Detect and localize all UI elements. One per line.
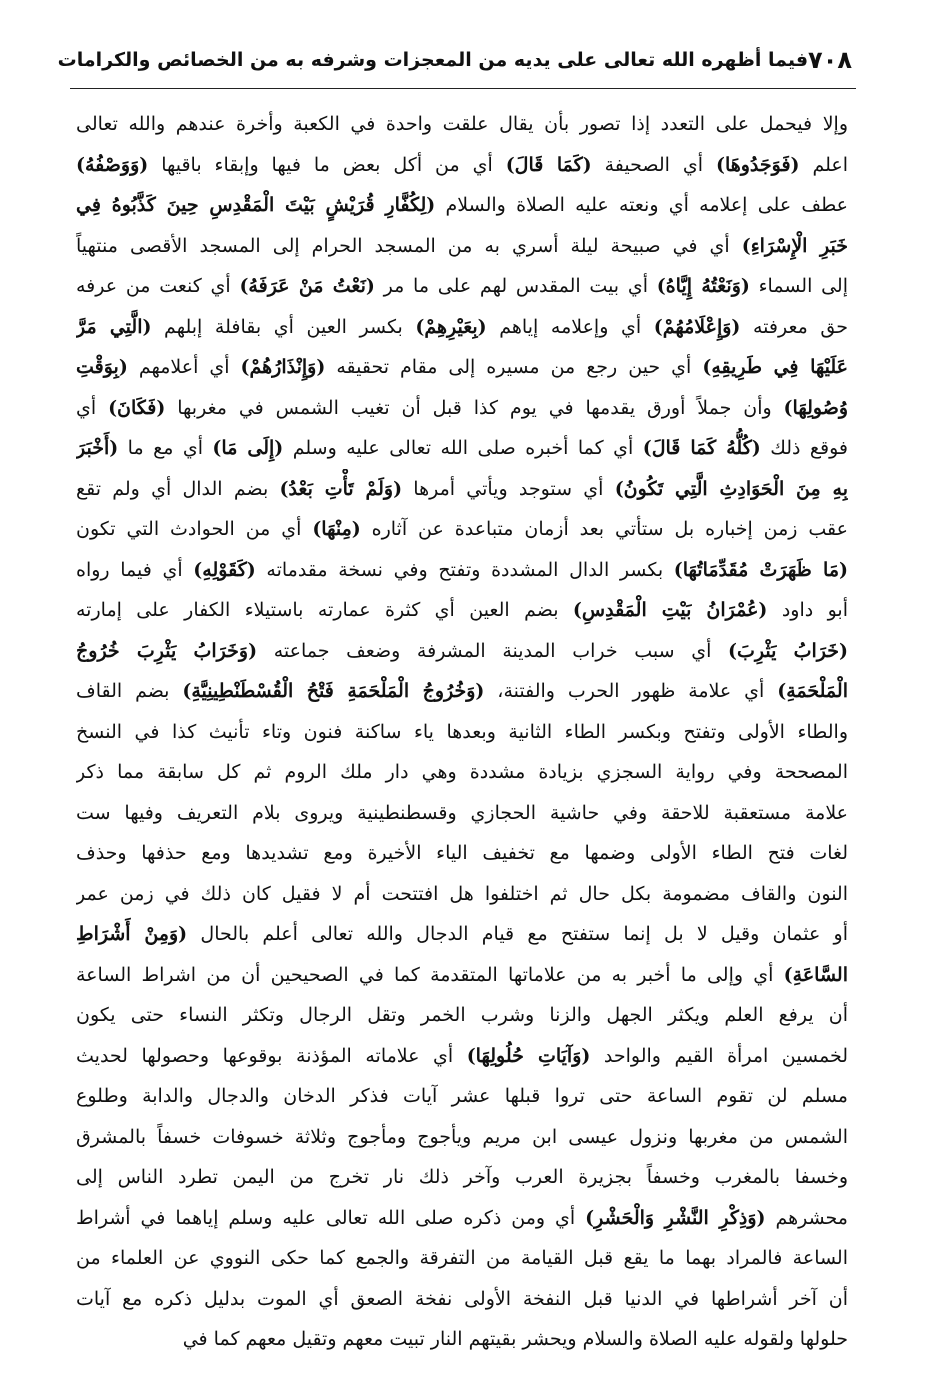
commentary-text: بضم القاف xyxy=(76,680,183,702)
text-line xyxy=(76,995,848,1036)
commentary-text: بكسر الدال المشددة وتفتح وفي نسخة مقدماته xyxy=(255,558,674,581)
text-line xyxy=(76,1076,848,1117)
quoted-matn-text: (مِنْهَا) xyxy=(312,518,361,540)
quoted-matn-text: وُصُولِهَا) xyxy=(783,396,848,419)
text-line xyxy=(76,185,848,226)
quoted-matn-text: (لِكُفَّارِ قُرَيْشٍ بَيْتَ الْمَقْدِسِ حِينَ كَذَّبُوهُ فِي xyxy=(76,194,436,216)
quoted-matn-text: (وَإِعْلَامُهُمْ) xyxy=(653,315,741,338)
commentary-text: أي xyxy=(76,396,109,419)
page-number: ٧٠٨ xyxy=(808,46,852,74)
commentary-text: أي من أكل بعض ما فيها وإبقاء باقيها xyxy=(148,153,506,176)
text-line xyxy=(76,388,848,429)
text-line xyxy=(76,1279,848,1320)
text-line xyxy=(76,590,848,631)
commentary-text: اعلم xyxy=(799,153,848,176)
commentary-text: وخسفا بالمغرب وخسفاً بجزيرة العرب وآخر ذلك نار تخرج من اليمن تطرد الناس إلى xyxy=(76,1166,848,1188)
text-line xyxy=(76,874,848,915)
text-line xyxy=(76,509,848,550)
commentary-text: أي حين رجع من مسيره إلى مقام تحقيقه xyxy=(325,356,703,378)
quoted-matn-text: (كُلُّهُ كَمَا قَالَ) xyxy=(642,437,761,459)
text-line xyxy=(76,793,848,834)
commentary-text: أبو داود xyxy=(767,599,848,621)
quoted-matn-text: (كَقَوْلِهِ) xyxy=(193,558,256,581)
quoted-matn-text: (نَعْتُ مَنْ عَرَفَهُ) xyxy=(239,275,375,297)
quoted-matn-text: (خَرَابُ يَثْرِبَ) xyxy=(728,639,848,662)
quoted-matn-text: (بِوَقْتِ xyxy=(76,356,128,378)
text-line xyxy=(76,631,848,672)
commentary-text: بكسر العين أي بقافلة إبلهم xyxy=(151,315,416,338)
quoted-matn-text: (وَمِنْ أَشْرَاطِ xyxy=(76,923,188,945)
commentary-text: بضم الدال أي ولم تقع xyxy=(76,477,280,500)
text-line xyxy=(76,226,848,267)
quoted-matn-text: (وَخُرُوجُ الْمَلْحَمَةِ فَتْحُ الْقُسْطَنْطِينِيَّةِ) xyxy=(182,680,485,702)
commentary-text: أي سبب خراب المدينة المشرفة وضعف جماعته xyxy=(257,639,728,662)
text-line xyxy=(76,752,848,793)
commentary-text: والطاء الأولى وتفتح وبكسر الطاء الثانية وبعدها ياء ساكنة فنون وتاء تأنيث كذا في النسخ xyxy=(76,720,848,743)
commentary-text: أي في صبيحة ليلة أسري به من المسجد الحرام إلى المسجد الأقصى منتهياً xyxy=(76,234,742,257)
text-line xyxy=(76,1198,848,1239)
quoted-matn-text: (وَإِنْذَارُهُمْ) xyxy=(240,356,326,378)
commentary-text: فوقع ذلك xyxy=(760,437,848,459)
text-line xyxy=(76,428,848,469)
quoted-matn-text: (الَّتِي مَرَّ xyxy=(76,315,152,338)
quoted-matn-text: بِهِ مِنَ الْحَوَادِثِ الَّتِي تَكُونُ) xyxy=(614,477,848,500)
commentary-text: أو عثمان وقيل لا بل إنما ستفتح مع قيام الدجال والله تعالى أعلم بالحال xyxy=(187,923,848,945)
commentary-text: أن يرفع العلم ويكثر الجهل والزنا وشرب الخمر وتقل الرجال وتكثر النساء حتى يكون xyxy=(76,1004,848,1026)
commentary-text: أي كنعت من عرفه xyxy=(76,275,240,297)
commentary-text: أي علاماته المؤذنة بوقوعها وحصولها لحديث xyxy=(76,1044,467,1067)
commentary-text: أي فيما رواه xyxy=(76,558,194,581)
commentary-text: علامة مستعقبة للاحقة وفي حاشية الحجازي وقسطنطينية ويروى بلام التعريف وفيها ست xyxy=(76,801,848,824)
text-line xyxy=(76,145,848,186)
commentary-text: أي وإعلامه إياهم xyxy=(486,315,654,338)
quoted-matn-text: (مَا ظَهَرَتْ مُقَدِّمَاتُهَا) xyxy=(673,558,848,581)
text-line xyxy=(76,1238,848,1279)
text-line xyxy=(76,104,848,145)
quoted-matn-text: (وَنَعْتُهُ إِيَّاهُ) xyxy=(656,275,750,297)
text-line xyxy=(76,712,848,753)
quoted-matn-text: السَّاعَةِ) xyxy=(783,963,848,986)
text-line xyxy=(76,955,848,996)
commentary-text: لخمسين امرأة القيم والواحد xyxy=(590,1044,848,1067)
running-title: فيما أظهره الله تعالى على يديه من المعجزات وشرفه به من الخصائص والكرامات xyxy=(57,49,809,71)
commentary-text: النون والقاف مضمومة بكل حال ثم اختلفوا هل افتتحت أم لا فقيل كان ذلك في زمن عمر xyxy=(76,882,848,905)
text-line xyxy=(76,307,848,348)
quoted-matn-text: (بِعَيْرِهِمْ) xyxy=(415,315,487,338)
commentary-text: إلى السماء xyxy=(749,275,848,297)
commentary-text: أي علامة ظهور الحرب والفتنة، xyxy=(484,680,778,702)
commentary-text: عطف على إعلامه أي ونعته عليه الصلاة والسلام xyxy=(435,194,848,216)
quoted-matn-text: عَلَيْهَا فِي طَرِيقِهِ) xyxy=(702,356,848,378)
commentary-text: الساعة فالمراد بهما ما يقع قبل القيامة من التفرقة والجمع كما حكى النووي عن العلماء من xyxy=(76,1247,848,1269)
quoted-matn-text: (فَكَانَ) xyxy=(108,396,166,419)
quoted-matn-text: (وَآيَاتِ حُلُولِهَا) xyxy=(466,1044,591,1067)
commentary-text: أي ستوجد ويأتي أمرها xyxy=(402,477,615,500)
quoted-matn-text: الْمَلْحَمَةِ) xyxy=(777,680,848,702)
quoted-matn-text: (وَخَرَابُ يَثْرِبَ خُرُوجُ xyxy=(76,639,258,662)
text-line xyxy=(76,266,848,307)
quoted-matn-text: (وَذِكْرِ النَّشْرِ وَالْحَشْرِ) xyxy=(585,1206,766,1229)
commentary-text: حلولها ولقوله عليه الصلاة والسلام ويحشر بقيتهم النار تبيت معهم وتقيل معهم كما في xyxy=(182,1328,848,1350)
text-line xyxy=(76,671,848,712)
commentary-text: بضم العين أي كثرة عمارته باستيلاء الكفار على إمارته xyxy=(76,599,573,621)
text-line xyxy=(76,469,848,510)
quoted-matn-text: (وَوَصْفُهُ) xyxy=(76,153,149,176)
commentary-text: أي بيت المقدس لهم على ما مر xyxy=(374,275,657,297)
commentary-text: حق معرفته xyxy=(740,315,848,338)
commentary-text: أي الصحيفة xyxy=(591,153,716,176)
commentary-text: محشرهم xyxy=(765,1206,848,1229)
text-line xyxy=(76,347,848,388)
commentary-text: أي كما أخبره صلى الله تعالى عليه وسلم xyxy=(283,437,643,459)
text-line xyxy=(76,914,848,955)
text-line xyxy=(76,1036,848,1077)
quoted-matn-text: خَبَرِ الْإِسْرَاءِ) xyxy=(741,234,848,257)
quoted-matn-text: (أَخْبَرَ xyxy=(76,437,119,459)
commentary-text: المصححة وفي رواية السجزي بزيادة مشددة وهي دار ملك الروم ثم كل سابقة مما ذكر xyxy=(76,761,848,783)
header-divider xyxy=(70,88,856,89)
commentary-text: الشمس من مغربها ونزول عيسى ابن مريم ويأجوج ومأجوج وثلاثة خسوفات خسفاً بالمشرق xyxy=(76,1125,848,1148)
commentary-text: أي أعلامهم xyxy=(127,356,241,378)
quoted-matn-text: (وَلَمْ تَأْتِ بَعْدُ) xyxy=(279,477,403,500)
commentary-text: أي ومن ذكره صلى الله تعالى عليه وسلم إياهما في أشراط xyxy=(76,1206,586,1229)
quoted-matn-text: (عُمْرَانُ بَيْتِ الْمَقْدِسِ) xyxy=(572,599,768,621)
commentary-text: أي وإلى ما أخبر به من علاماتها المتقدمة كما في الصحيحين أن من اشراط الساعة xyxy=(76,963,784,986)
commentary-text: أن آخر أشراطها في الدنيا قبل النفخة الأولى نفخة الصعق أي الموت بدليل ذكره مع آيات xyxy=(76,1287,848,1310)
text-line xyxy=(76,1319,848,1360)
quoted-matn-text: (فَوَجَدُوهَا) xyxy=(715,153,800,176)
text-line xyxy=(76,550,848,591)
quoted-matn-text: (كَمَا قَالَ) xyxy=(505,153,592,176)
commentary-text: مسلم لن تقوم الساعة حتى تروا قبلها عشر آيات فذكر الدخان والدجال والدابة وطلوع xyxy=(76,1085,848,1107)
commentary-text: وأن جملاً أورق يقدمها في يوم كذا قبل أن تغيب الشمس في مغربها xyxy=(165,396,784,419)
text-line xyxy=(76,833,848,874)
page-header xyxy=(57,38,852,82)
body-text xyxy=(76,104,848,1366)
commentary-text: أي مع ما xyxy=(118,437,213,459)
commentary-text: أي من الحوادث التي تكون xyxy=(76,518,313,540)
commentary-text: عقب زمن إخباره بل ستأتي بعد أزمان متباعدة عن آثاره xyxy=(360,518,848,540)
text-line xyxy=(76,1157,848,1198)
text-line xyxy=(76,1117,848,1158)
commentary-text: لغات فتح الطاء الأولى وضمها مع تخفيف الياء الأخيرة ومع تشديدها ومع حذفها وحذف xyxy=(76,842,848,864)
commentary-text: وإلا فيحمل على التعدد إذا تصور بأن يقال علقت واحدة في الكعبة وأخرة عندهم والله تعالى xyxy=(76,113,848,135)
quoted-matn-text: (إِلَى مَا) xyxy=(212,437,284,459)
